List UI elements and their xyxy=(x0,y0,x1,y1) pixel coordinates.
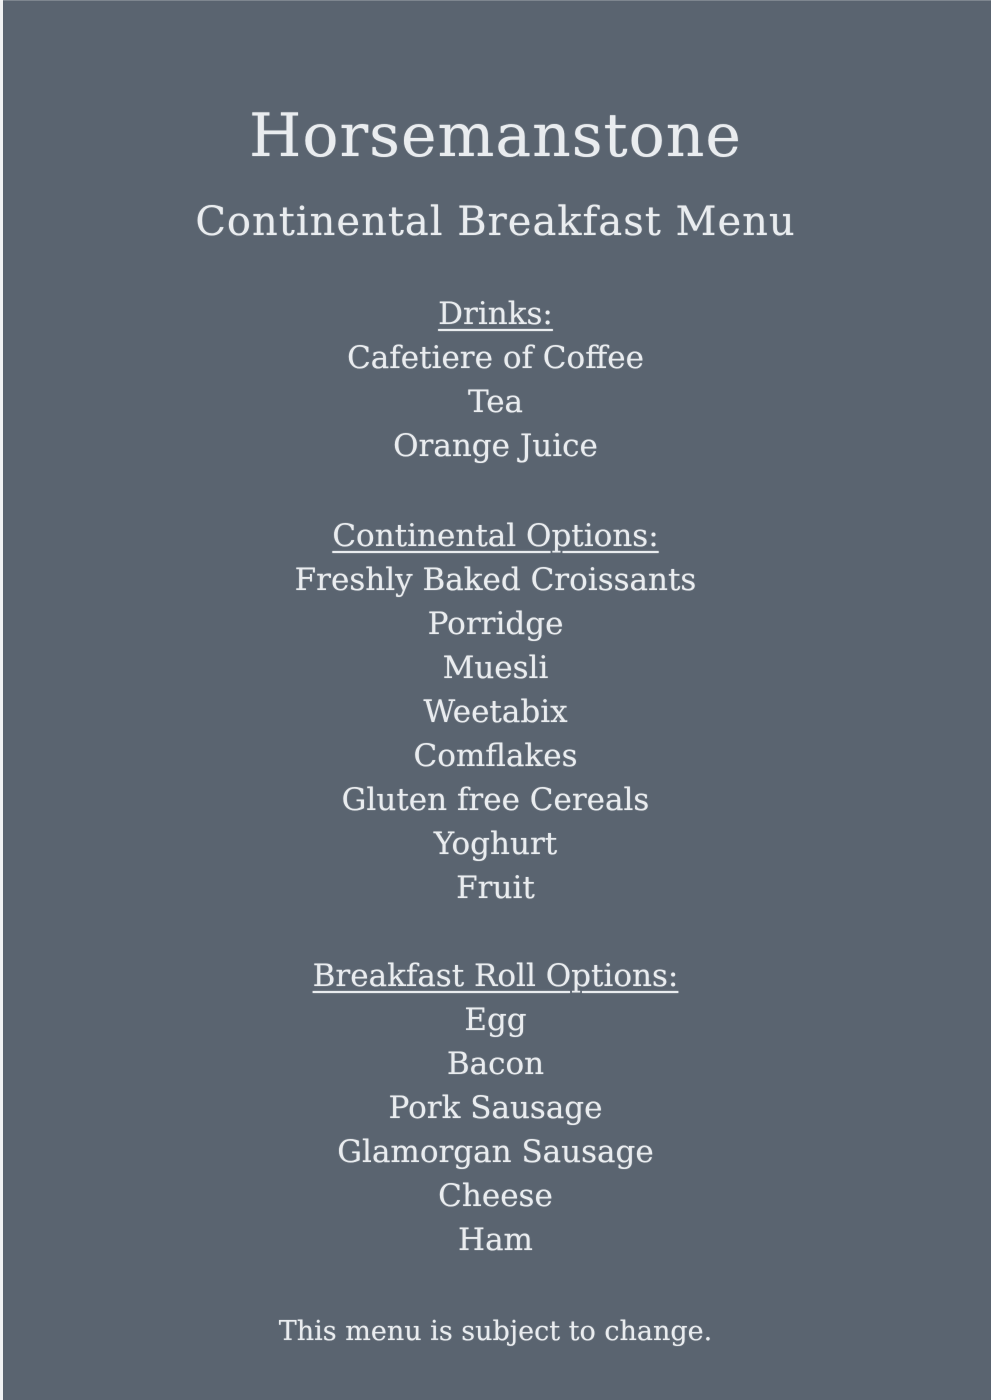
menu-item: Cafetiere of Coffee xyxy=(347,340,644,376)
menu-item: Egg xyxy=(464,1002,527,1038)
section-drinks xyxy=(0,292,991,468)
menu-item: Fruit xyxy=(456,870,535,906)
footer-note: This menu is subject to change. xyxy=(278,1316,713,1347)
section-heading-breakfast-roll-options: Breakfast Roll Options: xyxy=(312,958,679,994)
menu-subtitle: Continental Breakfast Menu xyxy=(195,199,796,245)
section-heading-continental-options: Continental Options: xyxy=(332,518,659,554)
menu-item: Orange Juice xyxy=(393,428,598,464)
menu-item: Ham xyxy=(458,1222,533,1258)
menu-title: Horsemanstone xyxy=(249,101,742,171)
menu-item: Weetabix xyxy=(423,694,568,730)
menu-item: Yoghurt xyxy=(433,826,558,862)
page-top-edge xyxy=(0,0,991,1)
menu-item: Gluten free Cereals xyxy=(341,782,650,818)
menu-item: Pork Sausage xyxy=(388,1090,603,1126)
menu-item: Porridge xyxy=(427,606,564,642)
menu-item: Bacon xyxy=(446,1046,545,1082)
menu-item: Freshly Baked Croissants xyxy=(294,562,697,598)
page-left-edge xyxy=(0,0,3,1400)
menu-item: Glamorgan Sausage xyxy=(337,1134,654,1170)
section-breakfast-roll-options xyxy=(0,954,991,1262)
menu-item: Tea xyxy=(467,384,524,420)
section-continental-options xyxy=(0,514,991,910)
menu-item: Muesli xyxy=(442,650,549,686)
section-heading-drinks: Drinks: xyxy=(438,296,553,332)
menu-item: Cheese xyxy=(438,1178,553,1214)
menu-item: Comflakes xyxy=(413,738,578,774)
